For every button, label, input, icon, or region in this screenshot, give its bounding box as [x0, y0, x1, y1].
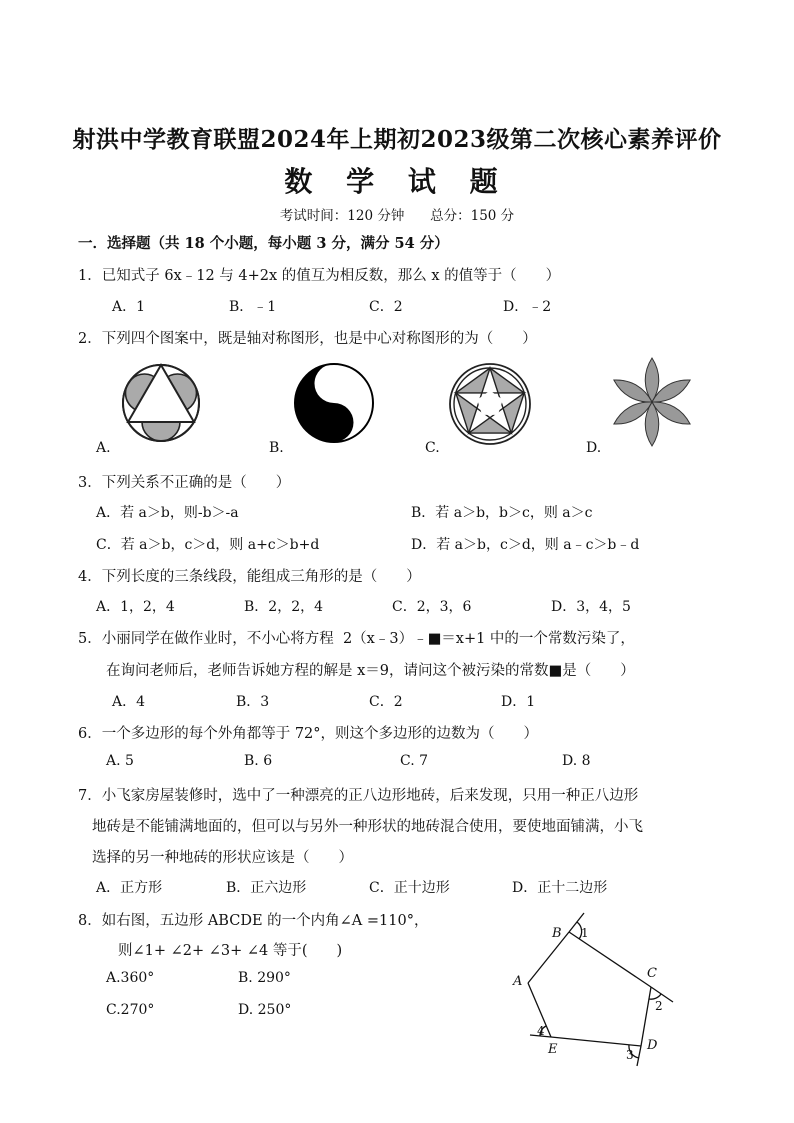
question-2-option-c: C.: [425, 440, 440, 456]
pentagon-label-b: B: [552, 926, 562, 941]
question-8-option-c: C.270°: [106, 1002, 155, 1018]
question-5-option-d: D．1: [501, 694, 536, 710]
question-5-option-a: A．4: [112, 694, 146, 710]
pentagon-label-d: D: [647, 1038, 658, 1053]
question-3-stem: 3．下列关系不正确的是（ ）: [78, 475, 291, 491]
question-6-option-a: A. 5: [106, 753, 134, 769]
question-7-stem-line-1: 7．小飞家房屋装修时，选中了一种漂亮的正八边形地砖，后来发现，只用一种正八边形: [78, 788, 639, 804]
flower-figure: [608, 356, 696, 448]
question-7-option-a: A．正方形: [96, 880, 163, 896]
question-8-stem-line-2: 则∠1+ ∠2+ ∠3+ ∠4 等于( ): [118, 943, 343, 959]
question-6-option-d: D. 8: [562, 753, 591, 769]
question-2-option-b: B.: [269, 440, 284, 456]
question-5-stem-line-2: 在询问老师后，老师告诉她方程的解是 x＝9，请问这个被污染的常数■是（ ）: [106, 663, 635, 679]
pentagram-figure: [448, 362, 532, 446]
question-4-stem: 4．下列长度的三条线段，能组成三角形的是（ ）: [78, 569, 421, 585]
angle-label-2: 2: [655, 999, 663, 1013]
question-3-option-d: D．若 a＞b，c＞d，则 a﹣c＞b﹣d: [411, 537, 640, 553]
question-7-option-c: C．正十边形: [369, 880, 450, 896]
question-6-option-b: B. 6: [244, 753, 273, 769]
exam-subtitle: 数 学 试 题: [284, 165, 510, 198]
section-heading: 一．选择题（共 18 个小题，每小题 3 分，满分 54 分）: [78, 235, 449, 252]
question-1-option-a: A．1: [112, 299, 146, 315]
question-5-option-b: B．3: [236, 694, 270, 710]
yin-yang-figure: [293, 362, 375, 444]
question-7-stem-line-2: 地砖是不能铺满地面的，但可以与另外一种形状的地砖混合使用，要使地面铺满，小飞: [92, 819, 643, 835]
question-4-option-d: D．3，4，5: [551, 599, 631, 615]
question-5-option-c: C．2: [369, 694, 403, 710]
question-7-stem-line-3: 选择的另一种地砖的形状应该是（ ）: [92, 850, 353, 866]
angle-label-1: 1: [581, 926, 589, 940]
question-8-option-b: B. 290°: [238, 970, 291, 986]
question-8-option-d: D. 250°: [238, 1002, 292, 1018]
question-3-option-a: A．若 a＞b，则-b＞-a: [96, 505, 239, 521]
question-1-stem: 1．已知式子 6x﹣12 与 4+2x 的值互为相反数，那么 x 的值等于（ ）: [78, 268, 561, 284]
question-7-option-b: B．正六边形: [226, 880, 307, 896]
exam-title: 射洪中学教育联盟2024年上期初2023级第二次核心素养评价: [72, 126, 722, 153]
exam-info: 考试时间：120 分钟 总分：150 分: [279, 208, 515, 224]
question-1-option-c: C．2: [369, 299, 403, 315]
pentagon-label-c: C: [647, 966, 657, 981]
question-4-option-c: C．2，3，6: [392, 599, 472, 615]
question-1-option-d: D．﹣2: [503, 299, 552, 315]
question-7-option-d: D．正十二边形: [512, 880, 608, 896]
question-4-option-b: B．2，2，4: [244, 599, 324, 615]
question-8-stem-line-1: 8．如右图，五边形 ABCDE 的一个内角∠A =110°，: [78, 913, 429, 929]
pentagon-label-a: A: [513, 974, 523, 989]
question-5-stem-line-1: 5．小丽同学在做作业时，不小心将方程 2（x﹣3）﹣■＝x+1 中的一个常数污染了，: [78, 631, 635, 647]
question-6-stem: 6．一个多边形的每个外角都等于 72°，则这个多边形的边数为（ ）: [78, 726, 539, 742]
question-2-option-d: D.: [586, 440, 602, 456]
question-3-option-c: C．若 a＞b，c＞d，则 a+c＞b+d: [96, 537, 320, 553]
angle-label-3: 3: [626, 1048, 634, 1062]
question-6-option-c: C. 7: [400, 753, 429, 769]
question-3-option-b: B．若 a＞b，b＞c，则 a＞c: [411, 505, 593, 521]
pentagon-label-e: E: [548, 1042, 558, 1057]
angle-label-4: 4: [537, 1024, 545, 1038]
question-4-option-a: A．1，2，4: [96, 599, 175, 615]
circle-triangle-figure: [120, 362, 202, 444]
question-2-option-a: A.: [96, 440, 111, 456]
pentagon-diagram: [500, 900, 690, 1070]
question-1-option-b: B．﹣1: [229, 299, 277, 315]
question-2-stem: 2．下列四个图案中，既是轴对称图形，也是中心对称图形的为（ ）: [78, 331, 537, 347]
question-8-option-a: A.360°: [106, 970, 155, 986]
